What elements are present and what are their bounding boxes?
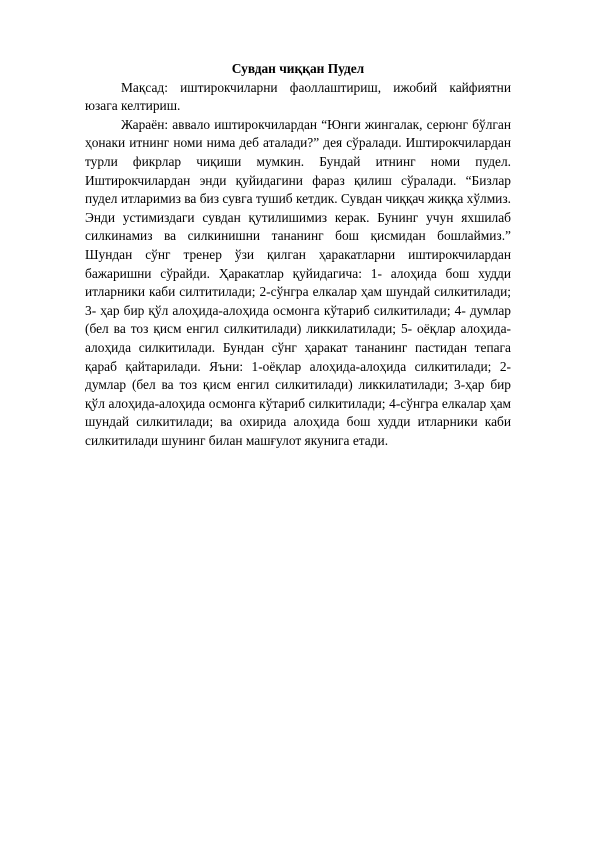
goal-paragraph: Мақсад: иштирокчиларни фаоллаштириш, ижобий кайфиятни юзага келтириш.	[85, 79, 511, 114]
document-body	[85, 60, 511, 450]
document-title: Сувдан чиққан Пудел	[231, 61, 365, 76]
process-paragraph: Жараён: аввало иштирокчилардан “Юнги жингалак, серюнг бўлган ҳонаки итнинг номи нима деб аталади?” дея сўралади. Иштирокчилардан турли фикрлар чиқиши мумкин. Бундай итнинг номи пудел. Иштирокчилардан энди қуйидагини фараз қилиш сўралади. “Бизлар пудел итларимиз ва биз сувга тушиб кетдик. Сувдан чиққач жиққа хўлмиз. Энди устимиздаги сувдан қутилишимиз керак. Бунинг учун яхшилаб силкинамиз ва силкинишни тананинг бош қисмидан бошлаймиз.” Шундан сўнг тренер ўзи қилган ҳаракатларни иштирокчилардан бажаришни сўрайди. Ҳаракатлар қуйидагича: 1- алоҳида бош худди итларники каби силтитилади; 2-сўнгра елкалар ҳам шундай силкитилади; 3- ҳар бир қўл алоҳида-алоҳида осмонга кўтариб силкитилади; 4- думлар (бел ва тоз қисм енгил силкитилади) ликкилатилади; 5- оёқлар алоҳида-алоҳида силкитилади. Бундан сўнг ҳаракат тананинг пастидан тепага қараб қайтарилади. Яъни: 1-оёқлар алоҳида-алоҳида силкитилади; 2- думлар (бел ва тоз қисм енгил силкитилади) ликкилатилади; 3-ҳар бир қўл алоҳида-алоҳида осмонга кўтариб силкитилади; 4-сўнгра елкалар ҳам шундай силкитилади; ва охирида алоҳида бош худди итларники каби силкитилади шунинг билан машғулот якунига етади.	[85, 116, 511, 448]
